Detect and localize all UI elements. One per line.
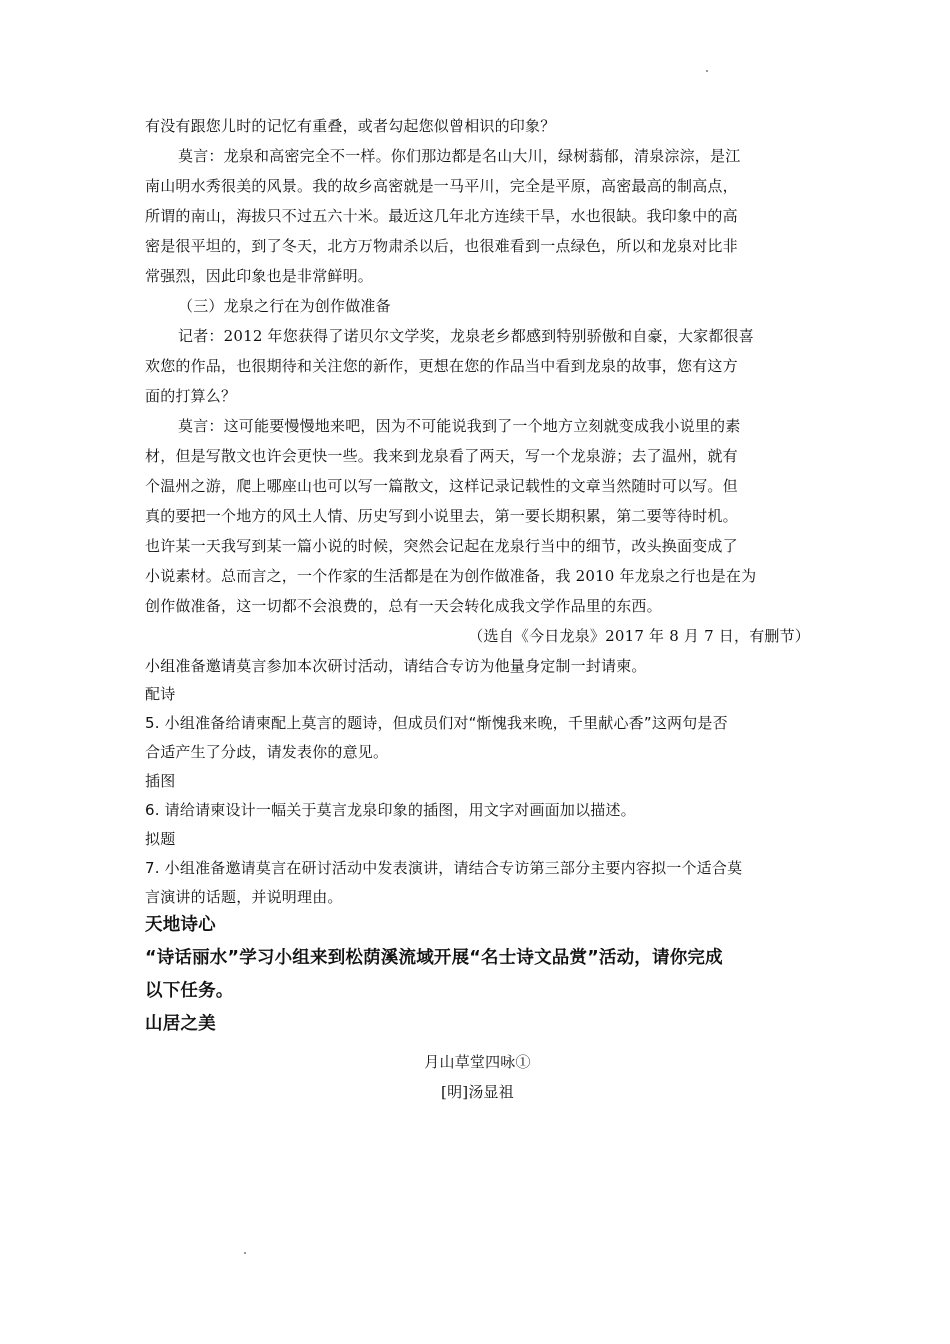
text-line: 南山明水秀很美的风景。我的故乡高密就是一马平川，完全是平原，高密最高的制高点， [145, 177, 738, 195]
poem-title: 月山草堂四咏① [424, 1053, 531, 1071]
text-line: 莫言：龙泉和高密完全不一样。你们那边都是名山大川，绿树蓊郁，清泉淙淙，是江 [178, 147, 741, 165]
text-line: 密是很平坦的，到了冬天，北方万物肃杀以后，也很难看到一点绿色，所以和龙泉对比非 [145, 237, 738, 255]
text-line: 欢您的作品，也很期待和关注您的新作，更想在您的作品当中看到龙泉的故事，您有这方 [145, 357, 738, 375]
text-line: 常强烈，因此印象也是非常鲜明。 [145, 267, 374, 285]
question-6: 6. 请给请柬设计一幅关于莫言龙泉印象的插图，用文字对画面加以描述。 [145, 801, 636, 819]
question-7-cont: 言演讲的话题，并说明理由。 [145, 888, 343, 906]
scan-dot [706, 70, 708, 72]
text-line: 小说素材。总而言之，一个作家的生活都是在为创作做准备，我 2010 年龙泉之行也是在为 [145, 567, 757, 585]
source-note: （选自《今日龙泉》2017 年 8 月 7 日，有删节） [468, 627, 810, 645]
text-line: 莫言：这可能要慢慢地来吧，因为不可能说我到了一个地方立刻就变成我小说里的素 [178, 417, 741, 435]
task-prompt: 小组准备邀请莫言参加本次研讨活动，请结合专访为他量身定制一封请柬。 [145, 657, 647, 675]
text-line: 创作做准备，这一切都不会浪费的，总有一天会转化成我文学作品里的东西。 [145, 597, 662, 615]
section-label-title: 拟题 [145, 830, 176, 848]
section-label-illustration: 插图 [145, 772, 176, 790]
scan-dot [244, 1252, 246, 1254]
question-5-cont: 合适产生了分歧，请发表你的意见。 [145, 743, 389, 761]
text-line: 真的要把一个地方的风土人情、历史写到小说里去，第一要长期积累，第二要等待时机。 [145, 507, 738, 525]
activity-intro-cont: 以下任务。 [145, 981, 234, 1001]
question-5: 5. 小组准备给请柬配上莫言的题诗，但成员们对“惭愧我来晚，千里献心香”这两句是否 [145, 714, 728, 732]
section-label-poem: 配诗 [145, 685, 176, 703]
text-line: 记者：2012 年您获得了诺贝尔文学奖，龙泉老乡都感到特别骄傲和自豪，大家都很喜 [178, 327, 754, 345]
subsection-title: 山居之美 [145, 1014, 216, 1034]
section-heading: （三）龙泉之行在为创作做准备 [178, 297, 391, 315]
text-line: 个温州之游，爬上哪座山也可以写一篇散文，这样记录记载性的文章当然随时可以写。但 [145, 477, 738, 495]
text-line: 所谓的南山，海拔只不过五六十米。最近这几年北方连续干旱，水也很缺。我印象中的高 [145, 207, 738, 225]
section-title: 天地诗心 [145, 915, 216, 935]
activity-intro: “诗话丽水”学习小组来到松荫溪流域开展“名士诗文品赏”活动，请你完成 [145, 948, 723, 968]
text-line: 面的打算么？ [145, 387, 237, 405]
text-line: 也许某一天我写到某一篇小说的时候，突然会记起在龙泉行当中的细节，改头换面变成了 [145, 537, 738, 555]
text-line: 有没有跟您儿时的记忆有重叠，或者勾起您似曾相识的印象？ [145, 117, 556, 135]
text-line: 材，但是写散文也许会更快一些。我来到龙泉看了两天，写一个龙泉游；去了温州，就有 [145, 447, 738, 465]
poem-author: [明]汤显祖 [441, 1083, 514, 1101]
question-7: 7. 小组准备邀请莫言在研讨活动中发表演讲，请结合专访第三部分主要内容拟一个适合莫 [145, 859, 743, 877]
